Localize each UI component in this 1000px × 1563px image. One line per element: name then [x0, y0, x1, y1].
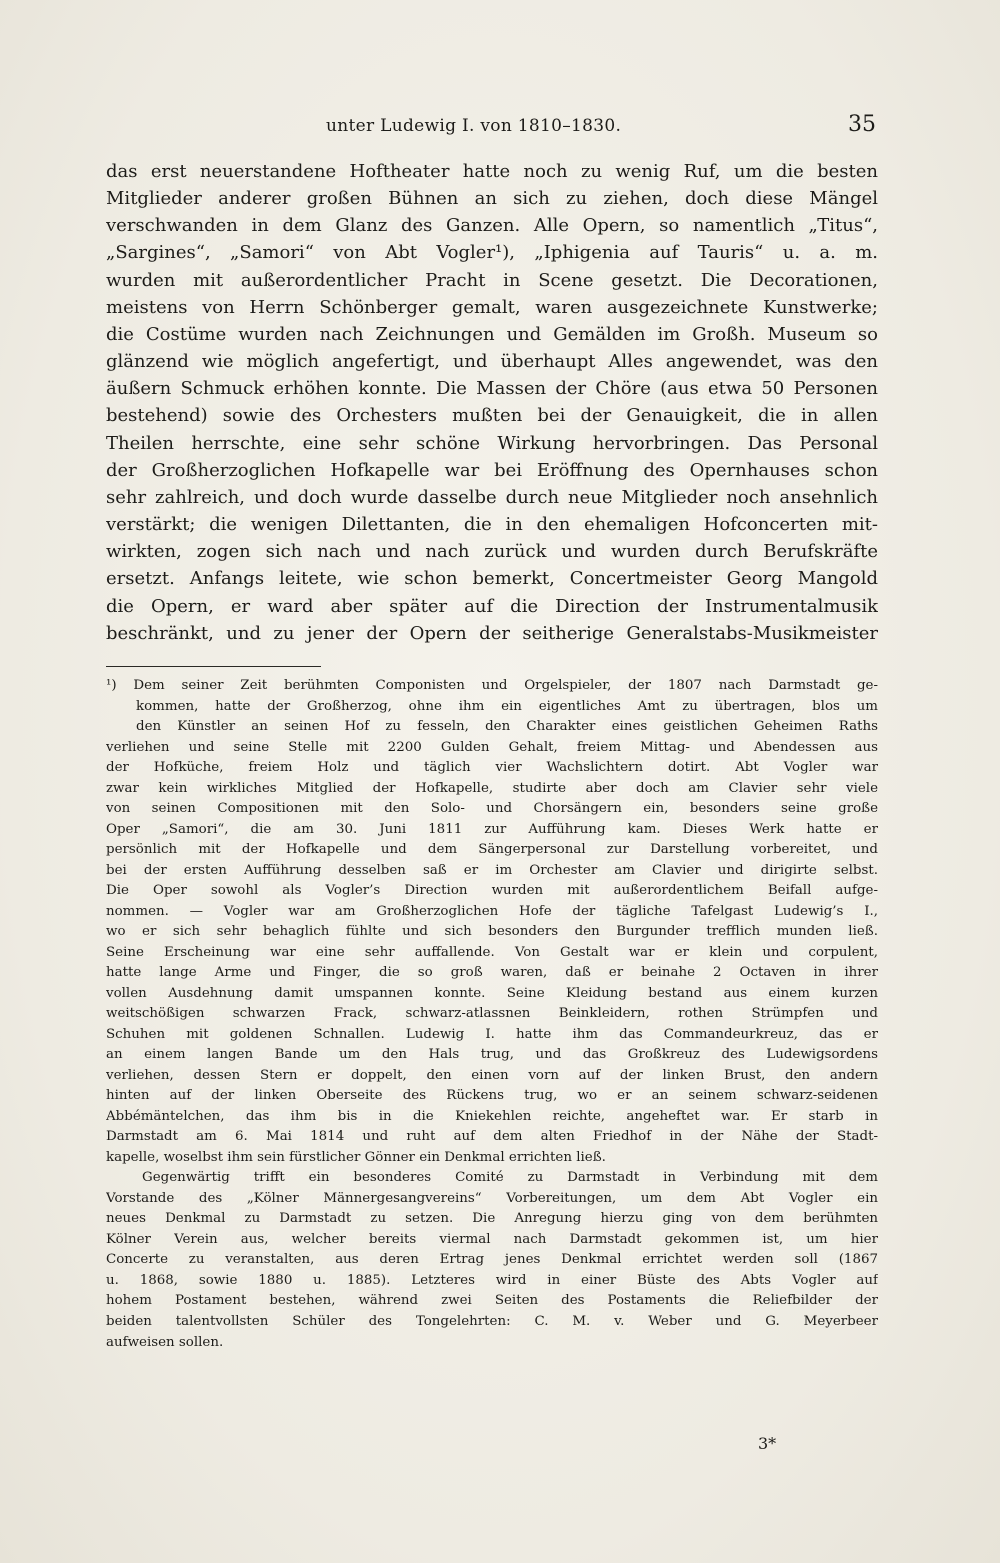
footnote-line: wo er sich sehr behaglich fühlte und sich besonders den Burgunder trefflich munden ließ.: [106, 924, 878, 940]
footnote-line: ¹) Dem seiner Zeit berühmten Componisten und Orgelspieler, der 1807 nach Darmstadt ge-: [106, 678, 878, 693]
text-line: glänzend wie möglich angefertigt, und überhaupt Alles angewendet, was den: [106, 351, 878, 373]
footnote-line: Darmstadt am 6. Mai 1814 und ruht auf dem alten Friedhof in der Nähe der Stadt-: [106, 1129, 878, 1145]
footnote-line: persönlich mit der Hofkapelle und dem Sängerpersonal zur Darstellung vorbereitet, und: [106, 842, 878, 858]
text-line: beschränkt, und zu jener der Opern der seitherige Generalstabs-Musikmeister: [106, 622, 878, 644]
footnote-line: Kölner Verein aus, welcher bereits viermal nach Darmstadt gekommen ist, um hier: [106, 1231, 878, 1247]
footnote-line: Abbémäntelchen, das ihm bis in die Kniekehlen reichte, angeheftet war. Er starb in: [106, 1108, 878, 1124]
footnote-line: Oper „Samori“, die am 30. Juni 1811 zur Aufführung kam. Dieses Werk hatte er: [106, 821, 878, 837]
page-header: [0, 112, 1000, 152]
footnote-line: nommen. — Vogler war am Großherzoglichen Hofe der tägliche Tafelgast Ludewig’s I.,: [106, 903, 878, 919]
footnote-line: beiden talentvollsten Schüler des Tongelehrten: C. M. v. Weber und G. Meyerbeer: [106, 1313, 878, 1329]
main-text: [106, 158, 878, 647]
text-line: Theilen herrschte, eine sehr schöne Wirkung hervorbringen. Das Personal: [106, 432, 878, 454]
footnote-line: bei der ersten Aufführung desselben saß er im Orchester am Clavier und dirigirte selbst.: [106, 862, 878, 878]
footnote-line: weitschößigen schwarzen Frack, schwarz-atlassnen Beinkleidern, rothen Strümpfen und: [106, 1006, 878, 1022]
footnote-line: u. 1868, sowie 1880 u. 1885). Letzteres wird in einer Büste des Abts Vogler auf: [106, 1272, 878, 1288]
footnote-line: an einem langen Bande um den Hals trug, und das Großkreuz des Ludewigsordens: [106, 1047, 878, 1063]
footnote-line: Gegenwärtig trifft ein besonderes Comité zu Darmstadt in Verbindung mit dem: [142, 1170, 878, 1186]
text-line: das erst neuerstandene Hoftheater hatte noch zu wenig Ruf, um die besten: [106, 161, 878, 182]
signature-mark: 3*: [758, 1434, 777, 1453]
text-line: sehr zahlreich, und doch wurde dasselbe durch neue Mitglieder noch ansehnlich: [106, 486, 878, 508]
footnote-line: hinten auf der linken Oberseite des Rückens trug, wo er an seinem schwarz-seidenen: [106, 1088, 878, 1104]
text-line: die Costüme wurden nach Zeichnungen und Gemälden im Großh. Museum so: [106, 323, 878, 345]
text-line: die Opern, er ward aber später auf die Direction der Instrumentalmusik: [106, 595, 878, 617]
text-line: der Großherzoglichen Hofkapelle war bei Eröffnung des Opernhauses schon: [106, 459, 878, 481]
footnote-line: Concerte zu veranstalten, aus deren Ertrag jenes Denkmal errichtet werden soll (1867: [106, 1252, 878, 1268]
footnote-divider: [106, 666, 321, 667]
footnote-line: Schuhen mit goldenen Schnallen. Ludewig I. hatte ihm das Commandeurkreuz, das er: [106, 1026, 878, 1042]
footnote-line: neues Denkmal zu Darmstadt zu setzen. Die Anregung hierzu ging von dem berühmten: [106, 1211, 878, 1227]
footnote-line: Vorstande des „Kölner Männergesangvereins“ Vorbereitungen, um dem Abt Vogler ein: [106, 1190, 878, 1206]
footnote-line: den Künstler an seinen Hof zu fesseln, den Charakter eines geistlichen Geheimen Raths: [136, 719, 878, 735]
text-line: verstärkt; die wenigen Dilettanten, die in den ehemaligen Hofconcerten mit-: [106, 514, 878, 536]
footnote-line: zwar kein wirkliches Mitglied der Hofkapelle, studirte aber doch am Clavier sehr viele: [106, 780, 878, 796]
text-line: Mitglieder anderer großen Bühnen an sich zu ziehen, doch diese Mängel: [106, 188, 878, 210]
text-line: bestehend) sowie des Orchesters mußten bei der Genauigkeit, die in allen: [106, 405, 878, 427]
footnote-line: Die Oper sowohl als Vogler’s Direction wurden mit außerordentlichem Beifall aufge-: [106, 883, 878, 899]
footnote-line: Seine Erscheinung war eine sehr auffallende. Von Gestalt war er klein und corpulent,: [106, 944, 878, 960]
footnote-line: hohem Postament bestehen, während zwei Seiten des Postaments die Reliefbilder der: [106, 1293, 878, 1309]
text-line: meistens von Herrn Schönberger gemalt, waren ausgezeichnete Kunstwerke;: [106, 296, 878, 318]
footnote-line: hatte lange Arme und Finger, die so groß waren, daß er beinahe 2 Octaven in ihrer: [106, 965, 878, 981]
footnote-line: aufweisen sollen.: [106, 1334, 224, 1350]
running-title: unter Ludewig I. von 1810–1830.: [326, 116, 622, 136]
footnote-line: der Hofküche, freiem Holz und täglich vier Wachslichtern dotirt. Abt Vogler war: [106, 760, 878, 776]
text-line: äußern Schmuck erhöhen konnte. Die Massen der Chöre (aus etwa 50 Personen: [106, 378, 878, 400]
footnote-line: verliehen, dessen Stern er doppelt, den einen vorn auf der linken Brust, den andern: [106, 1067, 878, 1083]
text-line: ersetzt. Anfangs leitete, wie schon bemerkt, Concertmeister Georg Mangold: [106, 568, 878, 590]
footnote-line: verliehen und seine Stelle mit 2200 Gulden Gehalt, freiem Mittag- und Abendessen aus: [106, 739, 878, 755]
page-number: 35: [848, 112, 876, 137]
text-line: verschwanden in dem Glanz des Ganzen. Alle Opern, so namentlich „Titus“,: [106, 215, 878, 237]
text-line: wirkten, zogen sich nach und nach zurück und wurden durch Berufskräfte: [106, 541, 878, 563]
footnote-line: kapelle, woselbst ihm sein fürstlicher Gönner ein Denkmal errichten ließ.: [106, 1149, 606, 1165]
text-line: „Sargines“, „Samori“ von Abt Vogler¹), „Iphigenia auf Tauris“ u. a. m.: [106, 242, 878, 264]
footnotes: [106, 676, 878, 1353]
footnote-line: vollen Ausdehnung damit umspannen konnte. Seine Kleidung bestand aus einem kurzen: [106, 985, 878, 1001]
footnote-line: kommen, hatte der Großherzog, ohne ihm ein eigentliches Amt zu übertragen, blos um: [136, 698, 878, 714]
footnote-line: von seinen Compositionen mit den Solo- und Chorsängern ein, besonders seine große: [106, 801, 878, 817]
text-line: wurden mit außerordentlicher Pracht in Scene gesetzt. Die Decorationen,: [106, 269, 878, 291]
